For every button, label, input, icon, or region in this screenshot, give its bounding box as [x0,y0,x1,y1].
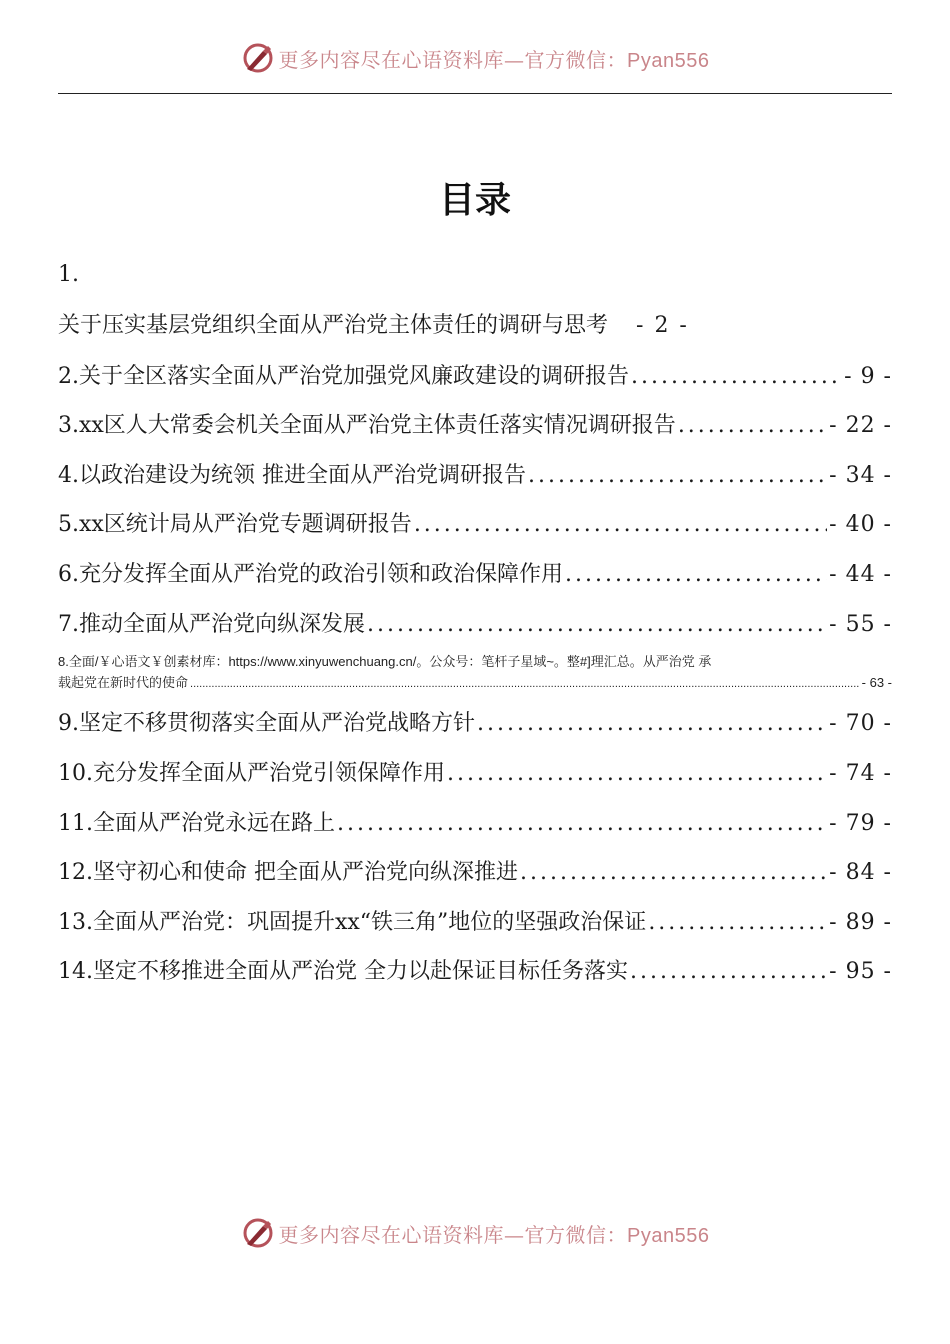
toc-item[interactable] [58,507,892,541]
toc-leader-dots [447,761,827,786]
toc-item-page: - 22 - [829,413,892,438]
toc-item-title: 12.坚守初心和使命 把全面从严治党向纵深推进 [58,860,518,885]
toc-item-page: - 2 - [636,313,689,338]
toc-item-title: 8.全面/￥心语文￥创素材库：https://www.xinyuwenchuang.cn/。公众号：笔杆子星域~。整#]理汇总。从严治党 承 [58,654,712,669]
toc-item[interactable] [58,308,689,339]
toc-item-title: 5.xx区统计局从严治党专题调研报告 [58,512,412,537]
toc-leader-dots [477,711,827,736]
toc-item[interactable] [58,855,892,889]
toc-item-title: 9.坚定不移贯彻落实全面从严治党战略方针 [58,711,475,736]
toc-item-page: - 40 - [829,512,892,537]
toc-leader-dots [648,910,827,935]
toc-item-title: 3.xx区人大常委会机关全面从严治党主体责任落实情况调研报告 [58,413,676,438]
toc-leader-dots [414,512,827,537]
toc-item-page: - 70 - [829,711,892,736]
toc-item-title: 14.坚定不移推进全面从严治党 全力以赴保证目标任务落实 [58,959,628,984]
footer-watermark [0,1213,950,1253]
toc-leader-dots [678,413,827,438]
toc-item[interactable] [58,607,892,641]
brush-logo-icon [241,41,275,75]
toc-item[interactable] [58,557,892,591]
toc-item[interactable] [58,706,892,740]
toc-leader-dots [565,562,827,587]
toc-leader-dots [520,860,827,885]
toc-item-page: - 89 - [829,910,892,935]
toc-leader-dots [528,463,827,488]
toc-item[interactable] [58,408,892,442]
toc-item-title-continued [58,672,892,691]
toc-item-title-line2: 载起党在新时代的使命 [58,675,189,690]
watermark-text: 更多内容尽在心语资料库—官方微信：Pyan556 [278,1222,710,1247]
toc-item[interactable] [58,359,892,393]
toc-item-page: - 79 - [829,811,892,836]
toc-item[interactable] [58,954,892,988]
watermark-text: 更多内容尽在心语资料库—官方微信：Pyan556 [278,47,710,72]
toc-item-number: 1. [58,262,79,287]
toc-item-page: - 44 - [829,562,892,587]
toc-item-page: - 95 - [829,959,892,984]
toc-leader-dots [190,678,860,690]
toc-item-title: 7.推动全面从严治党向纵深发展 [58,612,365,637]
toc-item-page: - 34 - [829,463,892,488]
toc-leader-dots [630,959,827,984]
toc-item-page: - 55 - [829,612,892,637]
toc-item-title: 4.以政治建设为统领 推进全面从严治党调研报告 [58,463,526,488]
toc-leader-dots [337,811,827,836]
toc-item-page: - 63 - [861,675,892,690]
toc-leader-dots [631,364,842,389]
toc-item-title: 11.全面从严治党永远在路上 [58,811,335,836]
toc-item-page: - 9 - [844,364,892,389]
toc-item-title: 10.充分发挥全面从严治党引领保障作用 [58,761,445,786]
toc-item-title: 13.全面从严治党：巩固提升xx“铁三角”地位的坚强政治保证 [58,910,647,935]
page-title: 目录 [438,179,511,221]
brush-logo-icon [241,1216,275,1250]
toc-item[interactable] [58,905,892,939]
toc-item[interactable] [58,806,892,840]
toc-item-page: - 74 - [829,761,892,786]
toc-item-page: - 84 - [829,860,892,885]
header-divider [58,93,892,94]
toc-item-title: 2.关于全区落实全面从严治党加强党风廉政建设的调研报告 [58,364,629,389]
toc-item[interactable] [58,756,892,790]
toc-item-title: 关于压实基层党组织全面从严治党主体责任的调研与思考 [58,313,609,338]
toc-leader-dots [367,612,827,637]
toc-item[interactable] [58,458,892,492]
toc-item-title: 6.充分发挥全面从严治党的政治引领和政治保障作用 [58,562,563,587]
header-watermark [0,38,950,78]
